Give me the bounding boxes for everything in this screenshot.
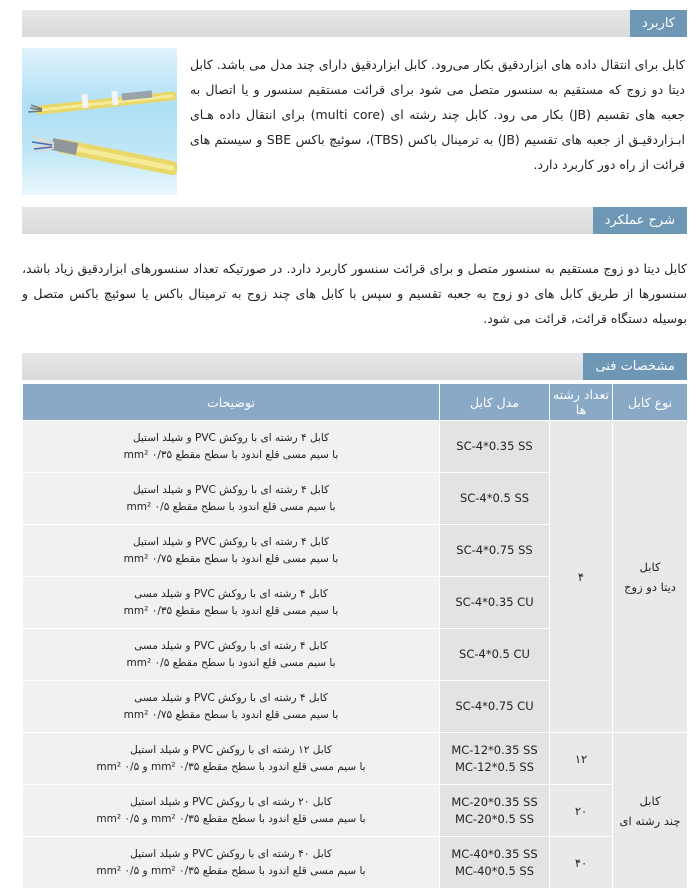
description-cell: کابل ۴ رشته ای با روکش PVC و شیلد استیل با سیم مسی قلع اندود با سطح مقطع ۰/۳۵ mm² <box>23 421 440 473</box>
operation-section-bar <box>22 207 687 234</box>
type-cell: کابل دیتا دو زوج <box>613 421 688 733</box>
model-cell: SC-4*0.5 SS <box>440 473 550 525</box>
model-cell: MC-40*0.35 SS MC-40*0.5 SS <box>440 837 550 889</box>
table-row <box>23 733 688 785</box>
specs-section-bar <box>22 353 687 380</box>
operation-paragraph: کابل دیتا دو زوج مستقیم به سنسور متصل و برای قرائت سنسور کاربرد دارد. در صورتیکه تعداد سنسورهای ابزاردقیق زیاد باشد، سنسورها از طریق کابل های دو زوج به جعبه تقسیم و سپس با کابل های چند زوج به ترمینال باکس یا سوئیچ باکس متصل و بوسیله دستگاه قرائت، قرائت می شود. <box>22 261 687 326</box>
table-row <box>23 837 688 889</box>
spec-table <box>22 383 688 889</box>
usage-paragraph: کابل برای انتقال داده های ابزاردقیق بکار می‌رود. کابل ابزاردقیق دارای چند مدل می باشد. کابل دیتا دو زوج که مستقیم به سنسور متصل می شود برای قرائت مستقیم سنسور و یا اتصال به جعبه های تقسیم (JB) بکار می رود. کابل چند رشته ای (multi core) برای انتقال داده هـای ابـزاردقیـق از جعبه های تقسیم (JB) به ترمینال باکس (TBS)، سوئیچ باکس SBE و سیستم های قرائت از راه دور کاربرد دارد. <box>190 57 685 172</box>
header-description: توضیحات <box>23 384 440 421</box>
model-cell: MC-12*0.35 SS MC-12*0.5 SS <box>440 733 550 785</box>
operation-section-title: شرح عملکرد <box>593 207 687 234</box>
description-cell: کابل ۴ رشته ای با روکش PVC و شیلد استیل با سیم مسی قلع اندود با سطح مقطع ۰/۷۵ mm² <box>23 525 440 577</box>
header-cable-type: نوع کابل <box>613 384 688 421</box>
description-cell: کابل ۲۰ رشته ای با روکش PVC و شیلد استیل با سیم مسی قلع اندود با سطح مقطع ۰/۳۵ mm² و ۰/۵ mm² <box>23 785 440 837</box>
description-cell: کابل ۴۰ رشته ای با روکش PVC و شیلد استیل با سیم مسی قلع اندود با سطح مقطع ۰/۳۵ mm² و ۰/۵ mm² <box>23 837 440 889</box>
header-core-count: تعداد رشته ها <box>550 384 613 421</box>
header-cable-model: مدل کابل <box>440 384 550 421</box>
count-cell: ۲۰ <box>550 785 613 837</box>
usage-section-bar <box>22 10 687 37</box>
model-cell: SC-4*0.75 CU <box>440 681 550 733</box>
specs-section-title: مشخصات فنی <box>583 353 687 380</box>
description-cell: کابل ۴ رشته ای با روکش PVC و شیلد مسی با سیم مسی قلع اندود با سطح مقطع ۰/۳۵ mm² <box>23 577 440 629</box>
table-row <box>23 421 688 473</box>
cable-illustration <box>22 48 177 195</box>
model-cell: SC-4*0.35 CU <box>440 577 550 629</box>
model-cell: SC-4*0.5 CU <box>440 629 550 681</box>
description-cell: کابل ۴ رشته ای با روکش PVC و شیلد مسی با سیم مسی قلع اندود با سطح مقطع ۰/۷۵ mm² <box>23 681 440 733</box>
count-cell: ۱۲ <box>550 733 613 785</box>
count-cell: ۴۰ <box>550 837 613 889</box>
description-cell: کابل ۴ رشته ای با روکش PVC و شیلد استیل با سیم مسی قلع اندود با سطح مقطع ۰/۵ mm² <box>23 473 440 525</box>
description-cell: کابل ۱۲ رشته ای با روکش PVC و شیلد استیل با سیم مسی قلع اندود با سطح مقطع ۰/۳۵ mm² و ۰/۵ mm² <box>23 733 440 785</box>
type-cell: کابل چند رشته ای <box>613 733 688 889</box>
model-cell: SC-4*0.35 SS <box>440 421 550 473</box>
table-row <box>23 785 688 837</box>
description-cell: کابل ۴ رشته ای با روکش PVC و شیلد مسی با سیم مسی قلع اندود با سطح مقطع ۰/۵ mm² <box>23 629 440 681</box>
count-cell: ۴ <box>550 421 613 733</box>
cable-photo <box>22 48 177 195</box>
model-cell: MC-20*0.35 SS MC-20*0.5 SS <box>440 785 550 837</box>
model-cell: SC-4*0.75 SS <box>440 525 550 577</box>
usage-section-title: کاربرد <box>630 10 687 37</box>
